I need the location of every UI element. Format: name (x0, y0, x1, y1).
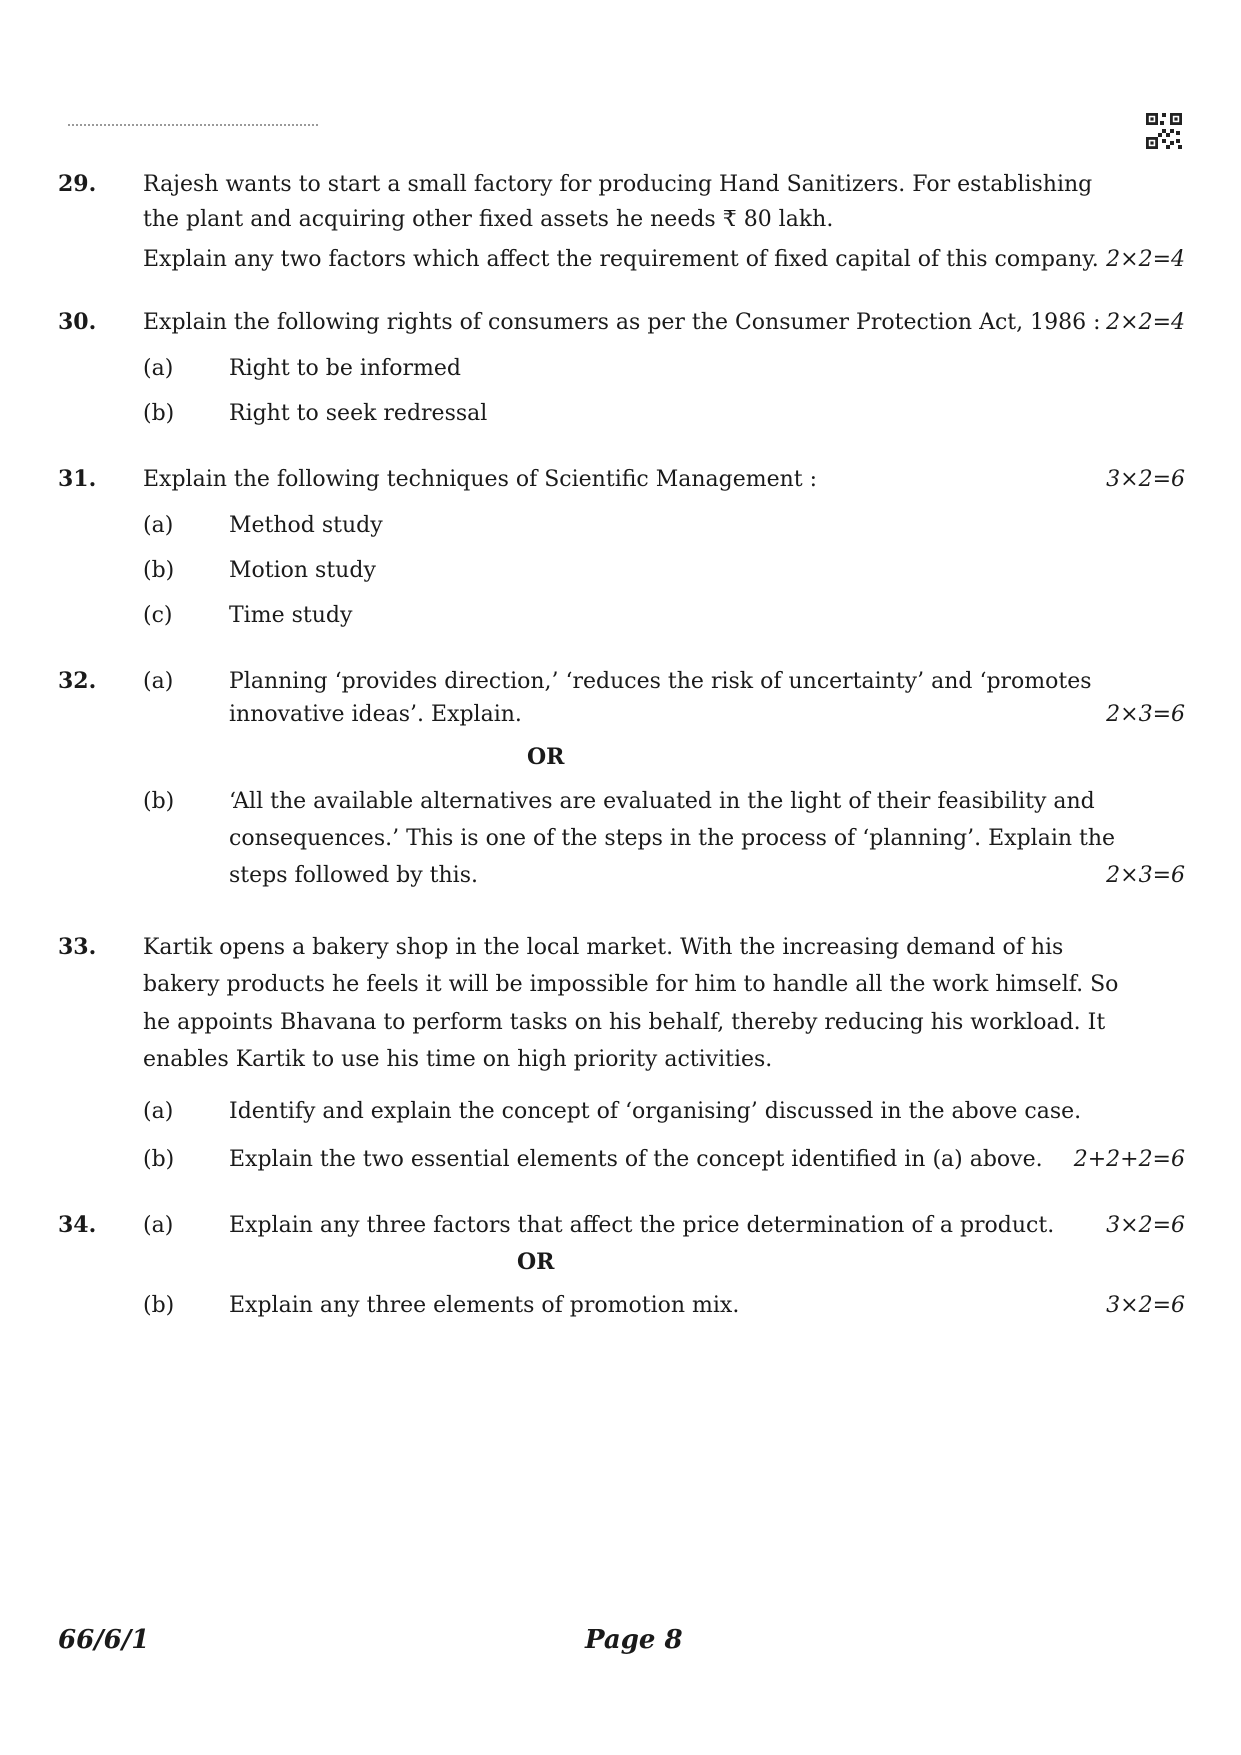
marks-label: 3×2=6 (1106, 1293, 1185, 1318)
marks-label: 2×2=4 (1106, 247, 1185, 272)
sub-question-text: consequences.’ This is one of the steps in the process of ‘planning’. Explain the (229, 826, 1116, 851)
marks-label: 2×3=6 (1106, 702, 1185, 727)
sub-question-text: Identify and explain the concept of ‘organising’ discussed in the above case. (229, 1099, 1082, 1124)
question-number: 30. (58, 309, 97, 335)
sub-question-label: (b) (143, 401, 175, 426)
marks-label: 2×3=6 (1106, 863, 1185, 888)
question-text: bakery products he feels it will be impossible for him to handle all the work himself. So (143, 972, 1119, 997)
sub-question-text: Time study (229, 603, 353, 628)
sub-question-text: innovative ideas’. Explain. (229, 702, 522, 727)
question-text: he appoints Bhavana to perform tasks on his behalf, thereby reducing his workload. It (143, 1010, 1106, 1035)
question-number: 32. (58, 668, 97, 694)
header-rule (68, 124, 318, 126)
question-text: Kartik opens a bakery shop in the local market. With the increasing demand of his (143, 935, 1064, 960)
question-text: Rajesh wants to start a small factory for producing Hand Sanitizers. For establishing (143, 172, 1093, 197)
sub-question-text: Method study (229, 513, 383, 538)
sub-question-label: (b) (143, 789, 175, 814)
sub-question-text: steps followed by this. (229, 863, 478, 888)
question-text: Explain the following rights of consumers as per the Consumer Protection Act, 1986 : (143, 310, 1101, 335)
sub-question-label: (a) (143, 1213, 174, 1238)
sub-question-label: (b) (143, 1293, 175, 1318)
question-number: 31. (58, 466, 97, 492)
question-number: 34. (58, 1212, 97, 1238)
sub-question-label: (a) (143, 513, 174, 538)
sub-question-label: (a) (143, 1099, 174, 1124)
sub-question-text: Explain any three factors that affect the price determination of a product. (229, 1213, 1055, 1238)
sub-question-text: Explain the two essential elements of the concept identified in (a) above. (229, 1147, 1043, 1172)
sub-question-label: (a) (143, 356, 174, 381)
question-text: the plant and acquiring other fixed assets he needs ₹ 80 lakh. (143, 207, 834, 232)
sub-question-label: (a) (143, 669, 174, 694)
sub-question-label: (b) (143, 1147, 175, 1172)
marks-label: 2×2=4 (1106, 310, 1185, 335)
sub-question-label: (c) (143, 603, 173, 628)
sub-question-text: ‘All the available alternatives are evaluated in the light of their feasibility and (229, 789, 1095, 814)
question-text: Explain any two factors which affect the requirement of fixed capital of this company. (143, 247, 1099, 272)
or-separator: OR (517, 1249, 555, 1275)
marks-label: 3×2=6 (1106, 1213, 1185, 1238)
sub-question-text: Right to be informed (229, 356, 461, 381)
question-number: 29. (58, 171, 97, 197)
sub-question-text: Right to seek redressal (229, 401, 488, 426)
question-text: enables Kartik to use his time on high priority activities. (143, 1047, 773, 1072)
question-number: 33. (58, 934, 97, 960)
sub-question-text: Planning ‘provides direction,’ ‘reduces the risk of uncertainty’ and ‘promotes (229, 669, 1092, 694)
sub-question-text: Explain any three elements of promotion mix. (229, 1293, 740, 1318)
qr-code-icon (1146, 113, 1182, 149)
sub-question-label: (b) (143, 558, 175, 583)
or-separator: OR (527, 744, 565, 770)
question-text: Explain the following techniques of Scientific Management : (143, 467, 818, 492)
paper-code: 66/6/1 (58, 1625, 150, 1655)
marks-label: 2+2+2=6 (1073, 1147, 1185, 1172)
marks-label: 3×2=6 (1106, 467, 1185, 492)
page-number: Page 8 (585, 1625, 683, 1655)
sub-question-text: Motion study (229, 558, 376, 583)
